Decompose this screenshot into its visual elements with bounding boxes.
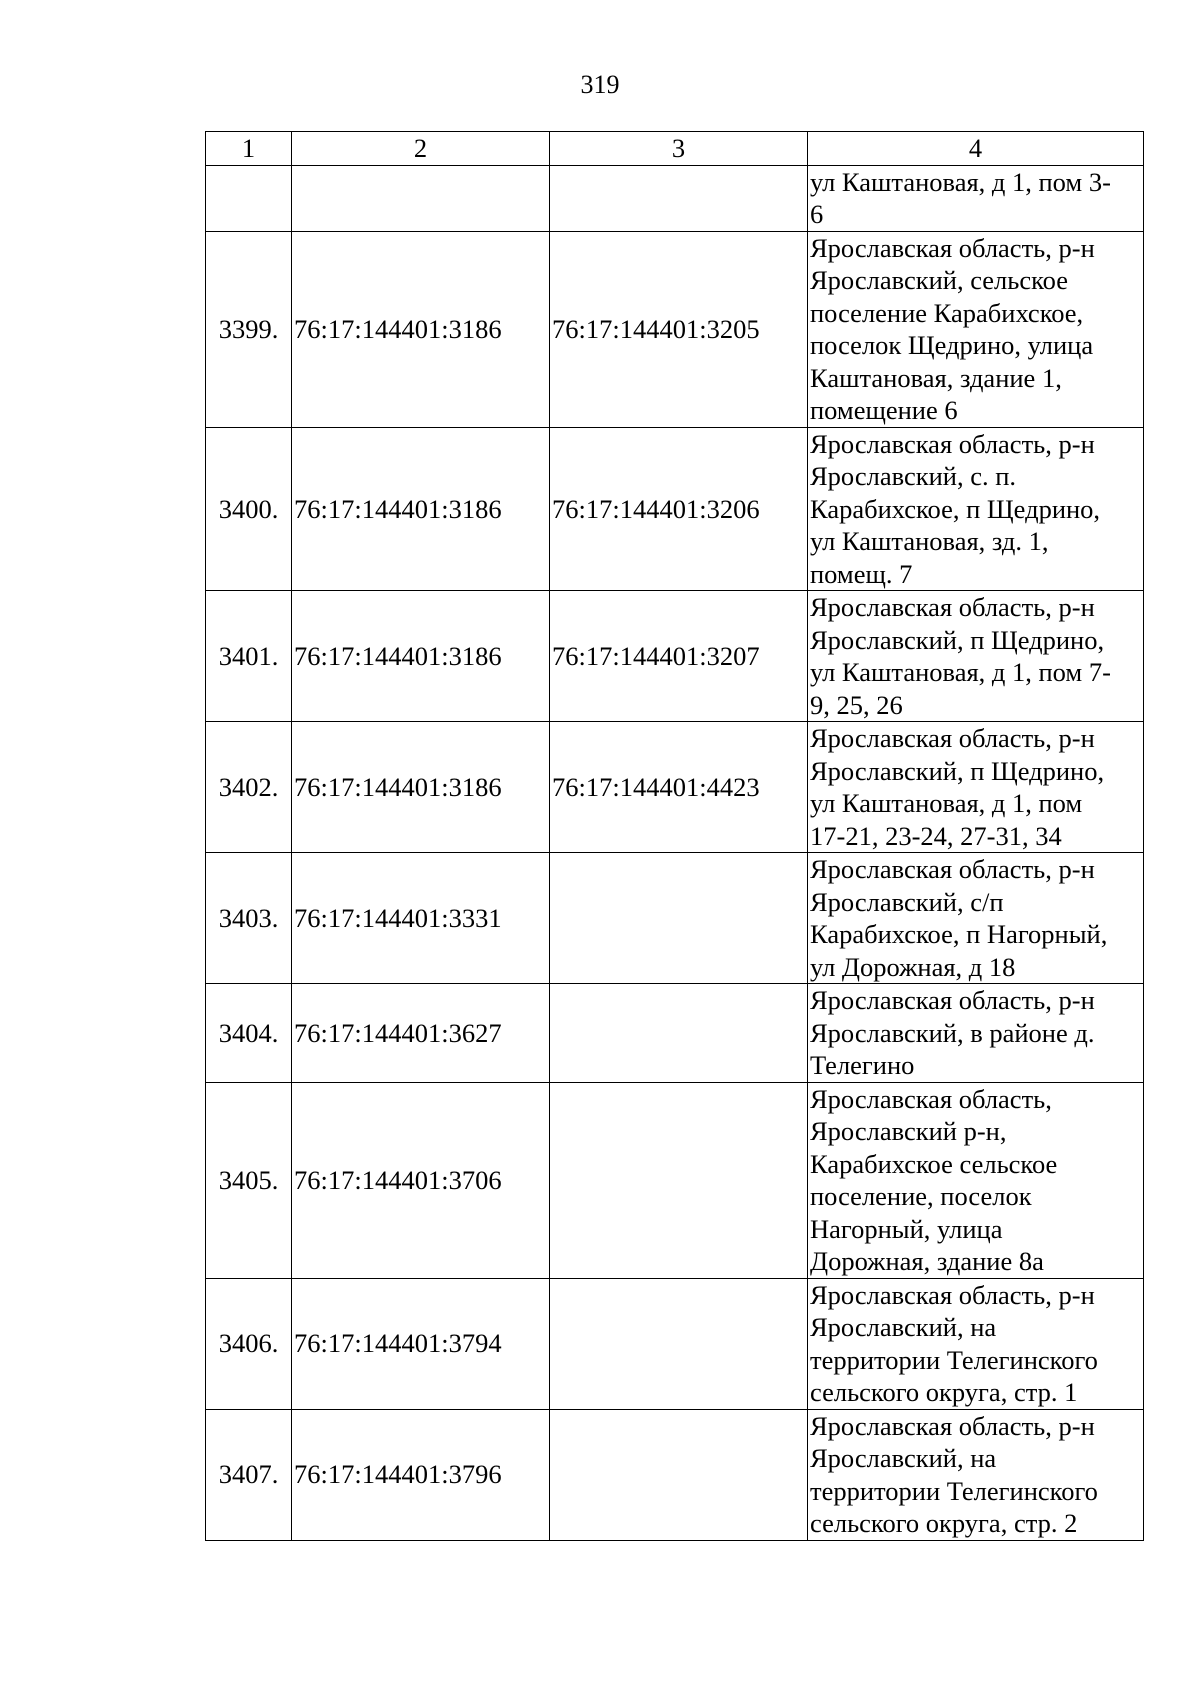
address-line: Дорожная, здание 8а [810,1246,1044,1276]
row-number-cell: 3406. [206,1278,292,1409]
address-line: территории Телегинского [810,1344,1098,1375]
parent-cadastral-number-cell: 76:17:144401:3794 [292,1278,550,1409]
table-row [206,1409,1144,1540]
object-cadastral-number-cell [550,984,808,1083]
address-line: ул Каштановая, д 1, пом 3- [810,166,1111,197]
object-cadastral-number-cell: 76:17:144401:4423 [550,722,808,853]
object-cadastral-number-cell: 76:17:144401:3206 [550,427,808,591]
address-cell [808,984,1144,1083]
row-number-cell: 3399. [206,231,292,427]
object-cadastral-number-cell [550,1278,808,1409]
address-line: ул Каштановая, д 1, пом 7- [810,657,1111,687]
address-line: Ярославская область, р-н [810,723,1095,753]
address-line: Ярославский, с. п. [810,461,1017,491]
parent-cadastral-number-cell: 76:17:144401:3186 [292,722,550,853]
address-line: Ярославская область, р-н [810,592,1095,622]
address-cell [808,1409,1144,1540]
address-cell [808,1278,1144,1409]
object-cadastral-number-cell [550,853,808,984]
address-line: Ярославская область, р-н [810,428,1095,459]
address-line: Ярославский, п Щедрино, [810,624,1105,655]
object-cadastral-number-cell [550,1082,808,1278]
address-line: ул Каштановая, зд. 1, [810,526,1049,556]
address-line: Ярославский, на [810,1443,997,1473]
address-line: 17-21, 23-24, 27-31, 34 [810,820,1062,851]
table-row [206,984,1144,1083]
address-cell [808,722,1144,853]
address-cell [808,1082,1144,1278]
table-row [206,853,1144,984]
address-line: Ярославская область, р-н [810,1410,1095,1441]
address-line: Ярославская область, [810,1083,1052,1114]
row-number-cell [206,165,292,231]
address-cell [808,853,1144,984]
parent-cadastral-number-cell: 76:17:144401:3627 [292,984,550,1083]
address-line: Каштановая, здание 1, [810,362,1062,393]
address-line: Ярославская область, р-н [810,854,1095,884]
row-number-cell: 3404. [206,984,292,1083]
address-line: Телегино [810,1050,915,1080]
table-row [206,165,1144,231]
address-line: Ярославская область, р-н [810,985,1095,1015]
address-cell [808,165,1144,231]
table-row [206,1278,1144,1409]
address-line: поселок Щедрино, улица [810,330,1094,360]
column-header-4: 4 [808,132,1144,166]
address-line: Ярославская область, р-н [810,1279,1095,1310]
row-number-cell: 3400. [206,427,292,591]
address-line: Ярославский, сельское [810,265,1068,295]
object-cadastral-number-cell: 76:17:144401:3205 [550,231,808,427]
address-line: поселение, поселок [810,1181,1032,1211]
registry-table [205,131,1144,1541]
table-header [206,132,1144,166]
column-header-1: 1 [206,132,292,166]
address-line: 9, 25, 26 [810,689,903,720]
address-line: Ярославский р-н, [810,1116,1007,1146]
parent-cadastral-number-cell: 76:17:144401:3186 [292,591,550,722]
parent-cadastral-number-cell [292,165,550,231]
address-line: Ярославский, в районе д. [810,1017,1095,1048]
address-cell [808,231,1144,427]
row-number-cell: 3405. [206,1082,292,1278]
row-number-cell: 3403. [206,853,292,984]
address-line: Ярославская область, р-н [810,232,1095,263]
table-row [206,427,1144,591]
table-body [206,165,1144,1540]
address-line: сельского округа, стр. 2 [810,1508,1078,1538]
parent-cadastral-number-cell: 76:17:144401:3706 [292,1082,550,1278]
address-line: территории Телегинского [810,1475,1098,1506]
object-cadastral-number-cell [550,1409,808,1540]
row-number-cell: 3407. [206,1409,292,1540]
address-line: Ярославский, на [810,1312,997,1342]
table-row [206,231,1144,427]
address-cell [808,591,1144,722]
row-number-cell: 3401. [206,591,292,722]
header-row [206,132,1144,166]
row-number-cell: 3402. [206,722,292,853]
parent-cadastral-number-cell: 76:17:144401:3186 [292,427,550,591]
parent-cadastral-number-cell: 76:17:144401:3186 [292,231,550,427]
address-line: сельского округа, стр. 1 [810,1377,1078,1407]
address-line: ул Дорожная, д 18 [810,951,1016,982]
address-line: Карабихское, п Нагорный, [810,919,1108,949]
address-line: 6 [810,199,824,229]
page-number: 319 [580,70,620,99]
object-cadastral-number-cell [550,165,808,231]
parent-cadastral-number-cell: 76:17:144401:3331 [292,853,550,984]
address-line: Ярославский, п Щедрино, [810,755,1105,786]
table-row [206,1082,1144,1278]
address-line: помещ. 7 [810,558,913,589]
address-cell [808,427,1144,591]
column-header-2: 2 [292,132,550,166]
object-cadastral-number-cell: 76:17:144401:3207 [550,591,808,722]
address-line: ул Каштановая, д 1, пом [810,788,1083,818]
table-row [206,722,1144,853]
address-line: помещение 6 [810,395,958,425]
address-line: Карабихское сельское [810,1148,1058,1179]
column-header-3: 3 [550,132,808,166]
address-line: Карабихское, п Щедрино, [810,493,1101,524]
address-line: Ярославский, с/п [810,886,1004,917]
address-line: Нагорный, улица [810,1213,1003,1244]
parent-cadastral-number-cell: 76:17:144401:3796 [292,1409,550,1540]
table-row [206,591,1144,722]
address-line: поселение Карабихское, [810,297,1084,328]
